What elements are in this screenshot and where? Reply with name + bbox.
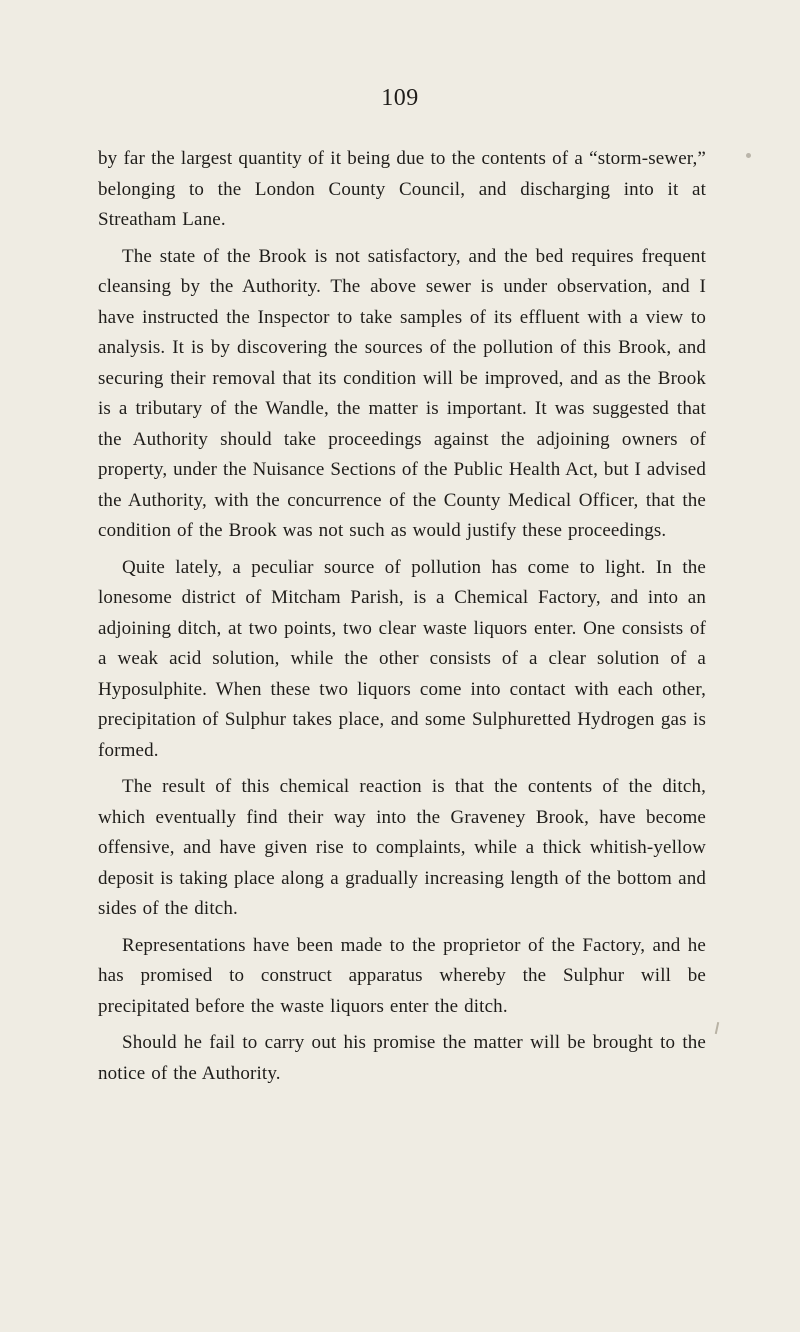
page-number: 109 [381, 85, 419, 111]
paragraph-conclusion: Should he fail to carry out his promise the matter will be brought to the notice of the Authority. [98, 1032, 706, 1084]
paragraph-pollution-source: Quite lately, a peculiar source of pollution has come to light. In the lonesome district of Mitcham Parish, is a Chemical Factory, and into an adjoining ditch, at two points, two clear waste liquors enter. One consists of a weak acid solution, while the other consists of a clear solution of a Hyposulphite. When these two liquors come into contact with each other, precipitation of Sulphur takes place, and some Sulphuretted Hydrogen gas is formed. [98, 556, 706, 761]
paragraph-chemical-reaction: The result of this chemical reaction is that the contents of the ditch, which eventually find their way into the Graveney Brook, have become offensive, and have given rise to complaints, while a thick whitish-yellow deposit is taking place along a gradually increasing length of the bottom and sides of the ditch. [98, 776, 706, 919]
paper-speck [746, 153, 751, 158]
paper-mark [715, 1022, 719, 1034]
paragraph-representations: Representations have been made to the proprietor of the Factory, and he has promised to construct apparatus whereby the Sulphur will be precipitated before the waste liquors enter the ditch. [98, 934, 706, 1017]
paragraph-continuation: by far the largest quantity of it being due to the contents of a “storm-sewer,” belonging to the London County Council, and discharging into it at Streatham Lane. [98, 148, 706, 230]
paragraph-brook-state: The state of the Brook is not satisfactory, and the bed requires frequent cleansing by the Authority. The above sewer is under observation, and I have instructed the Inspector to take samples of its effluent with a view to analysis. It is by discovering the sources of the pollution of this Brook, and securing their removal that its condition will be improved, and as the Brook is a tributary of the Wandle, the matter is important. It was suggested that the Authority should take proceedings against the adjoining owners of property, under the Nuisance Sections of the Public Health Act, but I advised the Authority, with the concurrence of the County Medical Officer, that the condition of the Brook was not such as would justify these proceedings. [98, 245, 707, 541]
body-text [98, 144, 706, 1089]
